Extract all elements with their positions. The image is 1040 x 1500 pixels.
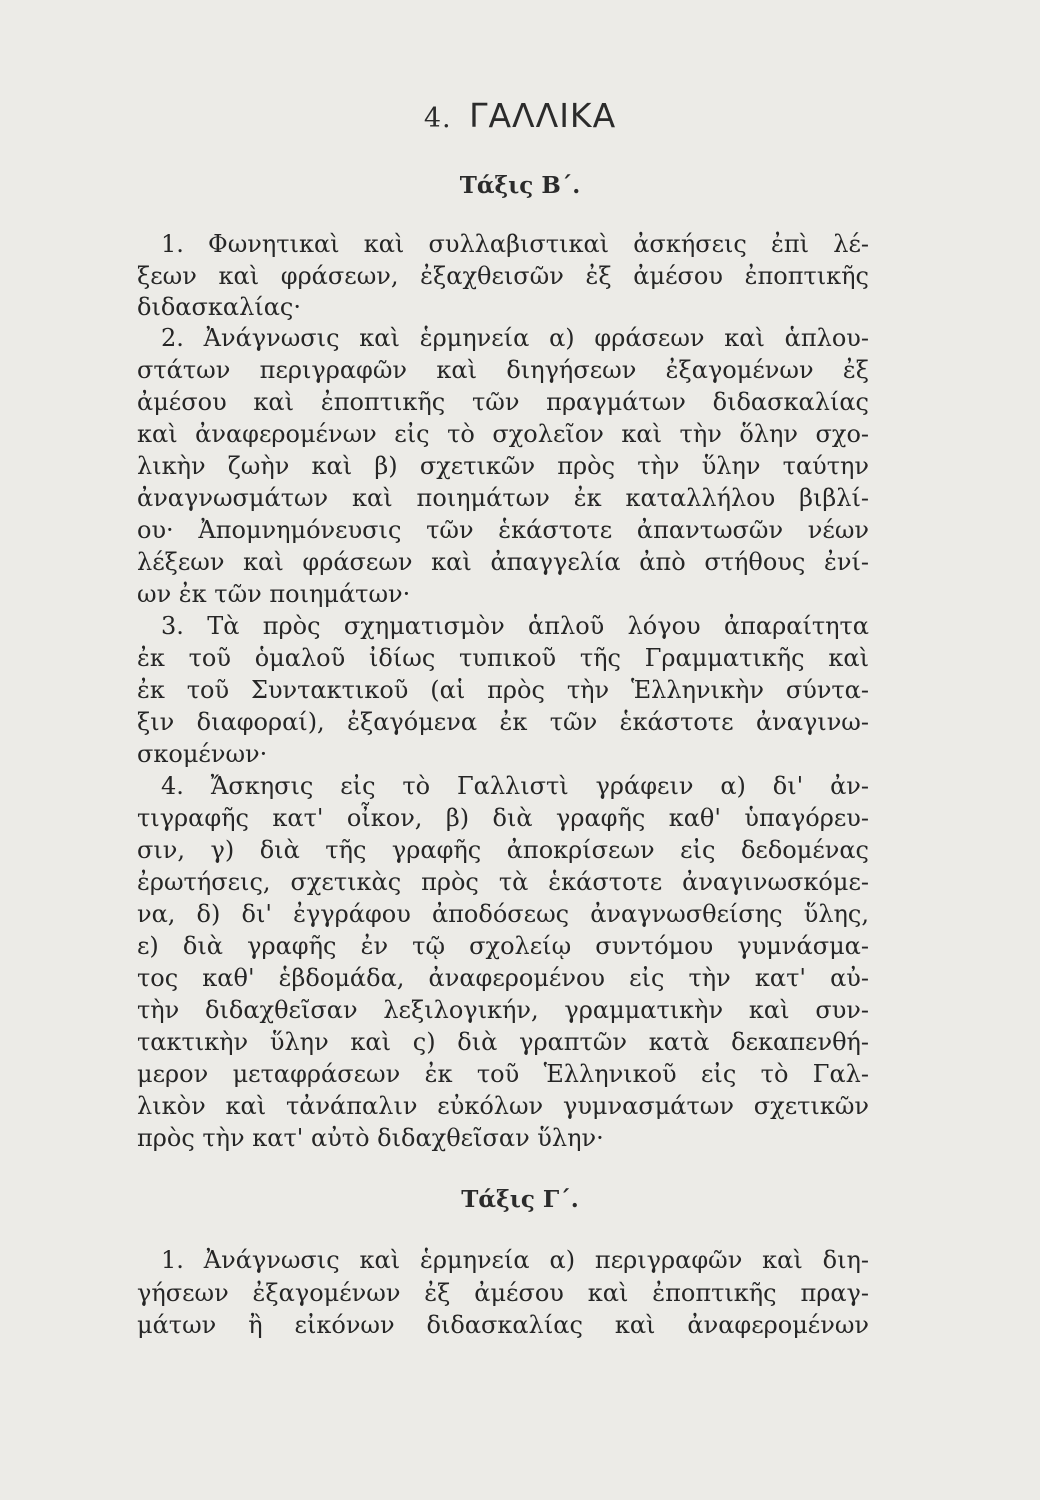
text-line: μάτων ἢ εἰκόνων διδασκαλίας καὶ ἀναφερομένων [137, 1311, 869, 1339]
text-line: 1. Φωνητικαὶ καὶ συλλαβιστικαὶ ἀσκήσεις ἐπὶ λέ- [161, 230, 869, 258]
text-line: ξεων καὶ φράσεων, ἐξαχθεισῶν ἐξ ἀμέσου ἐποπτικῆς [137, 262, 869, 290]
text-line: διδασκαλίας· [137, 293, 302, 321]
text-line: 4. Ἄσκησις εἰς τὸ Γαλλιστὶ γράφειν α) δι' ἀν- [161, 772, 869, 800]
text-line: ἐρωτήσεις, σχετικὰς πρὸς τὰ ἑκάστοτε ἀναγινωσκόμε- [137, 868, 869, 896]
text-line: ἀναγνωσμάτων καὶ ποιημάτων ἐκ καταλλήλου βιβλί- [137, 484, 869, 512]
text-line: στάτων περιγραφῶν καὶ διηγήσεων ἐξαγομένων ἐξ [137, 356, 869, 384]
text-line: καὶ ἀναφερομένων εἰς τὸ σχολεῖον καὶ τὴν ὅλην σχο- [137, 420, 869, 448]
text-line: πρὸς τὴν κατ' αὐτὸ διδαχθεῖσαν ὕλην· [137, 1124, 604, 1152]
text-line: λέξεων καὶ φράσεων καὶ ἀπαγγελία ἀπὸ στήθους ἐνί- [137, 548, 869, 576]
text-line: 1. Ἀνάγνωσις καὶ ἑρμηνεία α) περιγραφῶν καὶ διη- [161, 1246, 869, 1274]
text-line: μερον μεταφράσεων ἐκ τοῦ Ἑλληνικοῦ εἰς τὸ Γαλ- [137, 1060, 869, 1088]
text-line: σκομένων· [137, 740, 268, 768]
text-line: ξιν διαφοραί), ἐξαγόμενα ἐκ τῶν ἑκάστοτε ἀναγινω- [137, 708, 869, 736]
text-line: ε) διὰ γραφῆς ἐν τῷ σχολείῳ συντόμου γυμνάσμα- [137, 932, 869, 960]
class-c-heading: Τάξις Γ΄. [461, 1186, 579, 1213]
text-line: ἀμέσου καὶ ἐποπτικῆς τῶν πραγμάτων διδασκαλίας [137, 388, 869, 416]
text-line: ου· Ἀπομνημόνευσις τῶν ἑκάστοτε ἀπαντωσῶν νέων [137, 516, 869, 544]
text-line: τακτικὴν ὕλην καὶ ς) διὰ γραπτῶν κατὰ δεκαπενθή- [137, 1028, 869, 1056]
section-number: 4. [423, 103, 452, 134]
text-line: ἐκ τοῦ Συντακτικοῦ (αἱ πρὸς τὴν Ἑλληνικὴν σύντα- [137, 676, 869, 704]
text-line: ἐκ τοῦ ὁμαλοῦ ἰδίως τυπικοῦ τῆς Γραμματικῆς καὶ [137, 644, 869, 672]
text-line: τὴν διδαχθεῖσαν λεξιλογικήν, γραμματικὴν καὶ συν- [137, 996, 869, 1024]
text-line: ων ἐκ τῶν ποιημάτων· [137, 580, 411, 608]
page-title [0, 96, 1040, 135]
text-line: λικὸν καὶ τἀνάπαλιν εὐκόλων γυμνασμάτων σχετικῶν [137, 1092, 869, 1120]
text-line: 3. Τὰ πρὸς σχηματισμὸν ἁπλοῦ λόγου ἀπαραίτητα [161, 612, 869, 640]
text-line: σιν, γ) διὰ τῆς γραφῆς ἀποκρίσεων εἰς δεδομένας [137, 836, 869, 864]
text-line: λικὴν ζωὴν καὶ β) σχετικῶν πρὸς τὴν ὕλην ταύτην [137, 452, 869, 480]
text-line: τος καθ' ἑβδομάδα, ἀναφερομένου εἰς τὴν κατ' αὐ- [137, 964, 869, 992]
class-b-heading: Τάξις Β΄. [459, 172, 581, 199]
text-line: να, δ) δι' ἐγγράφου ἀποδόσεως ἀναγνωσθείσης ὕλης, [137, 900, 869, 928]
section-title: ΓΑΛΛΙΚΑ [469, 96, 617, 135]
text-line: τιγραφῆς κατ' οἶκον, β) διὰ γραφῆς καθ' ὑπαγόρευ- [137, 804, 869, 832]
text-line: 2. Ἀνάγνωσις καὶ ἑρμηνεία α) φράσεων καὶ ἁπλου- [161, 324, 869, 352]
text-line: γήσεων ἐξαγομένων ἐξ ἀμέσου καὶ ἐποπτικῆς πραγ- [137, 1279, 869, 1307]
